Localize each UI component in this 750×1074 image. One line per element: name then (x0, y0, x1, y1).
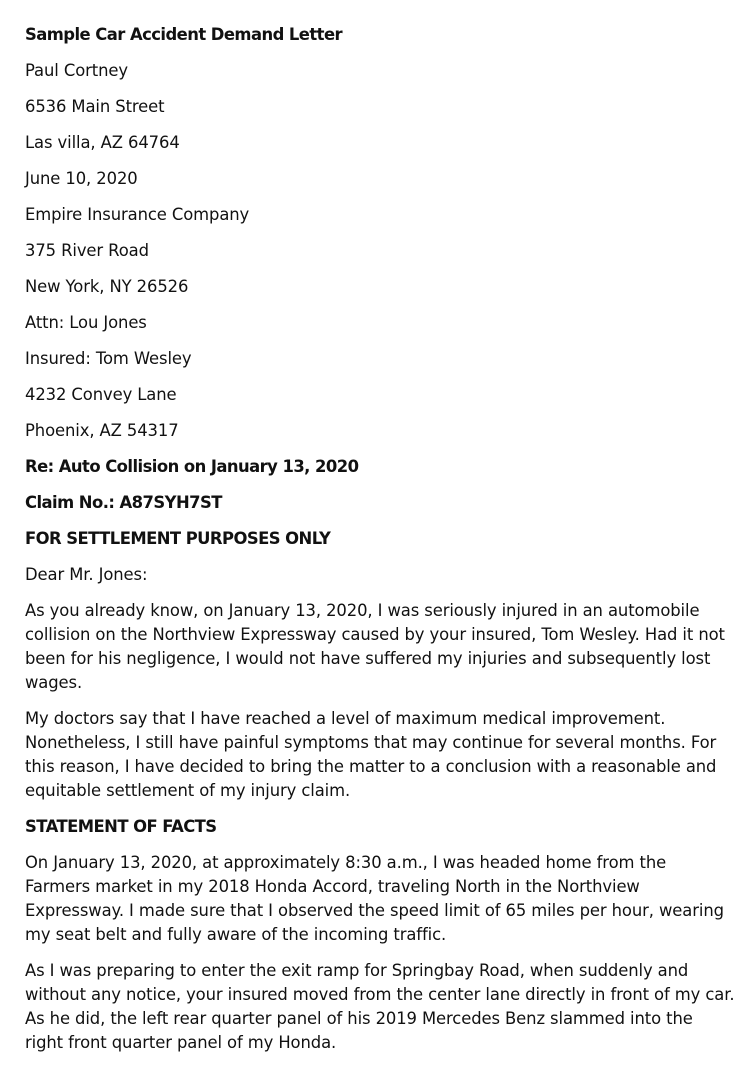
recipient-city: New York, NY 26526 (25, 277, 189, 296)
paragraph-line: my seat belt and fully aware of the incoming traffic. (25, 925, 447, 944)
insured-city: Phoenix, AZ 54317 (25, 421, 179, 440)
facts-heading: STATEMENT OF FACTS (25, 817, 217, 836)
paragraph-line: As you already know, on January 13, 2020, I was seriously injured in an automobile (25, 601, 700, 620)
sender-city: Las villa, AZ 64764 (25, 133, 180, 152)
claim-number: Claim No.: A87SYH7ST (25, 493, 222, 512)
salutation: Dear Mr. Jones: (25, 565, 148, 584)
paragraph-collision (25, 959, 737, 1055)
paragraph-line: On January 13, 2020, at approximately 8:30 a.m., I was headed home from the (25, 853, 667, 872)
paragraph-medical (25, 707, 737, 803)
paragraph-line: Farmers market in my 2018 Honda Accord, traveling North in the Northview (25, 877, 640, 896)
paragraph-facts (25, 851, 737, 947)
paragraph-line: As I was preparing to enter the exit ramp for Springbay Road, when suddenly and (25, 961, 689, 980)
paragraph-line: collision on the Northview Expressway caused by your insured, Tom Wesley. Had it not (25, 625, 725, 644)
paragraph-line: Nonetheless, I still have painful symptoms that may continue for several months. For (25, 733, 717, 752)
paragraph-line: wages. (25, 673, 83, 692)
paragraph-line: Expressway. I made sure that I observed the speed limit of 65 miles per hour, wearing (25, 901, 724, 920)
recipient-company: Empire Insurance Company (25, 205, 250, 224)
sender-street: 6536 Main Street (25, 97, 165, 116)
insured-street: 4232 Convey Lane (25, 385, 177, 404)
paragraph-line: My doctors say that I have reached a level of maximum medical improvement. (25, 709, 666, 728)
paragraph-line: As he did, the left rear quarter panel of his 2019 Mercedes Benz slammed into the (25, 1009, 693, 1028)
document-title: Sample Car Accident Demand Letter (25, 25, 343, 44)
paragraph-line: right front quarter panel of my Honda. (25, 1033, 337, 1052)
letter-date: June 10, 2020 (25, 169, 138, 188)
recipient-attn: Attn: Lou Jones (25, 313, 147, 332)
settlement-notice: FOR SETTLEMENT PURPOSES ONLY (25, 529, 331, 548)
paragraph-line: equitable settlement of my injury claim. (25, 781, 351, 800)
paragraph-intro (25, 599, 737, 695)
recipient-street: 375 River Road (25, 241, 149, 260)
paragraph-line: been for his negligence, I would not have suffered my injuries and subsequently lost (25, 649, 711, 668)
paragraph-line: this reason, I have decided to bring the matter to a conclusion with a reasonable and (25, 757, 717, 776)
sender-name: Paul Cortney (25, 61, 128, 80)
paragraph-line: without any notice, your insured moved from the center lane directly in front of my car. (25, 985, 735, 1004)
insured-name: Insured: Tom Wesley (25, 349, 192, 368)
re-line: Re: Auto Collision on January 13, 2020 (25, 457, 359, 476)
